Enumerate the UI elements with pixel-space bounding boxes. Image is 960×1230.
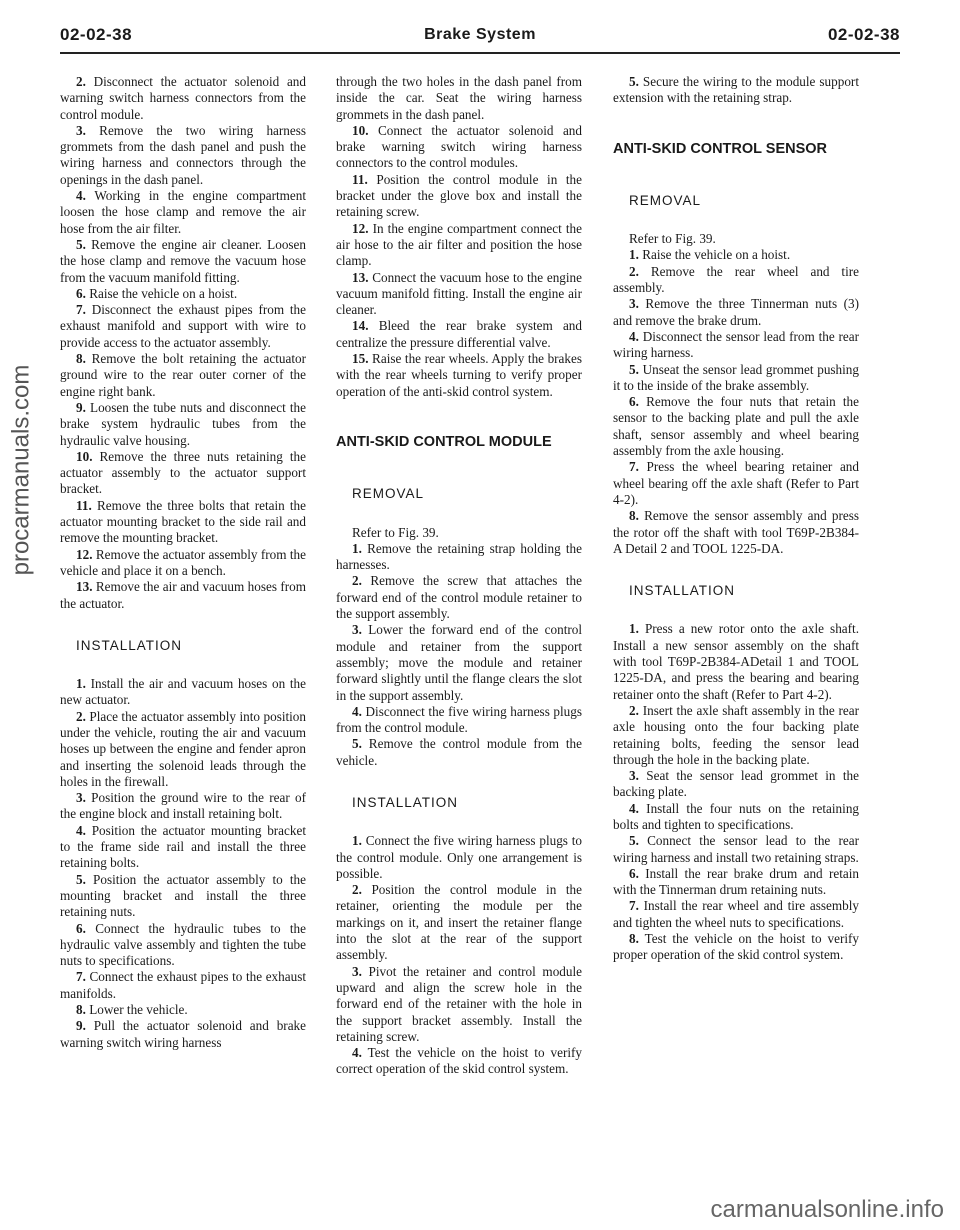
control-sensor-heading: ANTI-SKID CONTROL SENSOR bbox=[613, 140, 828, 157]
step: 7. Disconnect the exhaust pipes from the exhaust manifold and support with wire to provide access to the actuator assembly. bbox=[60, 302, 307, 350]
step: 13. Connect the vacuum hose to the engine vacuum manifold fitting. Install the engine air cleaner. bbox=[336, 269, 582, 318]
step: 1. Press a new rotor onto the axle shaft. Install a new sensor assembly on the shaft with tool T69P-2B384-ADetail 1 and TOOL 1225-DA, and press the bearing and bearing retainer onto the shaft (Refer to Part 4-2). bbox=[613, 621, 859, 702]
step: 10. Connect the actuator solenoid and brake warning switch wiring harness connectors to the control modules. bbox=[336, 122, 582, 171]
step: 6. Connect the hydraulic tubes to the hydraulic valve assembly and tighten the tube nuts to specifications. bbox=[60, 920, 306, 969]
step: 1. Connect the five wiring harness plugs to the control module. Only one arrangement is possible. bbox=[336, 833, 582, 881]
step: 8. Lower the vehicle. bbox=[76, 1002, 188, 1018]
page-number-right: 02-02-38 bbox=[827, 25, 900, 44]
side-watermark bbox=[6, 240, 36, 700]
step: 3. Lower the forward end of the control module and retainer from the support assembly; move the module and retainer forward slightly until the flange clears the slot in the support assembly. bbox=[336, 622, 583, 703]
step: 3. Remove the three Tinnerman nuts (3) and remove the brake drum. bbox=[613, 296, 859, 328]
step: 12. Remove the actuator assembly from the vehicle and place it on a bench. bbox=[60, 546, 306, 578]
installation-heading: INSTALLATION bbox=[352, 794, 459, 810]
step: 5. Remove the engine air cleaner. Loosen the hose clamp and remove the vacuum hose from the vacuum manifold fitting. bbox=[60, 236, 307, 285]
step: 8. Remove the bolt retaining the actuator ground wire to the rear outer corner of the engine right bank. bbox=[60, 351, 306, 399]
step: 7. Install the rear wheel and tire assembly and tighten the wheel nuts to specifications. bbox=[613, 898, 859, 930]
page-number-left: 02-02-38 bbox=[60, 25, 133, 44]
step: 11. Remove the three bolts that retain the actuator mounting bracket to the side rail and remove the mounting bracket. bbox=[60, 497, 307, 546]
step: 2. Insert the axle shaft assembly in the rear axle housing onto the four backing plate retaining bolts, feeding the sensor lead through the hole in the backing plate. bbox=[613, 702, 859, 767]
step: 9. Pull the actuator solenoid and brake warning switch wiring harness bbox=[60, 1018, 306, 1050]
installation-heading: INSTALLATION bbox=[76, 637, 183, 653]
installation-heading: INSTALLATION bbox=[629, 583, 736, 599]
step: 5. Connect the sensor lead to the rear wiring harness and install two retaining straps. bbox=[613, 833, 859, 865]
step: 1. Install the air and vacuum hoses on the new actuator. bbox=[60, 676, 306, 708]
step: 8. Test the vehicle on the hoist to verify proper operation of the skid control system. bbox=[613, 931, 859, 963]
step: 4. Disconnect the five wiring harness plugs from the control module. bbox=[336, 703, 583, 736]
step: 7. Connect the exhaust pipes to the exhaust manifolds. bbox=[60, 969, 306, 1001]
step: 4. Disconnect the sensor lead from the rear wiring harness. bbox=[613, 328, 859, 361]
figure-reference: Refer to Fig. 39. bbox=[629, 231, 716, 247]
bottom-watermark: carmanualsonline.info bbox=[710, 1196, 944, 1223]
step: 8. Remove the sensor assembly and press the rotor off the shaft with tool T69P-2B384-A Detail 2 and TOOL 1225-DA. bbox=[613, 508, 859, 556]
step: 5. Unseat the sensor lead grommet pushing it to the inside of the brake assembly. bbox=[613, 361, 859, 393]
step: 4. Test the vehicle on the hoist to verify correct operation of the skid control system. bbox=[336, 1045, 582, 1077]
page-header bbox=[60, 18, 900, 54]
step: 6. Install the rear brake drum and retain with the Tinnerman drum retaining nuts. bbox=[613, 865, 860, 898]
step: 4. Working in the engine compartment loosen the hose clamp and remove the air hose from the air filter. bbox=[60, 188, 306, 236]
step: 5. Remove the control module from the vehicle. bbox=[336, 736, 583, 768]
step: 2. Position the control module in the retainer, orienting the module per the markings on it, and insert the retainer flange into the slot at the rear of the support assembly. bbox=[336, 882, 582, 963]
step: 5. Position the actuator assembly to the mounting bracket and install the three retaining nuts. bbox=[60, 871, 306, 920]
step: 13. Remove the air and vacuum hoses from the actuator. bbox=[60, 579, 306, 611]
step: 7. Press the wheel bearing retainer and wheel bearing off the axle shaft (Refer to Part 4-2). bbox=[613, 459, 859, 507]
text-column-3 bbox=[613, 74, 859, 964]
step: 15. Raise the rear wheels. Apply the brakes with the rear wheels turning to verify proper operation of the anti-skid control system. bbox=[336, 351, 582, 399]
step: 11. Position the control module in the bracket under the glove box and install the retaining screw. bbox=[336, 171, 582, 220]
step-continuation: through the two holes in the dash panel from inside the car. Seat the wiring harness grommets in the dash panel. bbox=[336, 74, 582, 122]
step: 2. Remove the rear wheel and tire assembly. bbox=[613, 263, 860, 296]
figure-reference: Refer to Fig. 39. bbox=[352, 524, 439, 540]
removal-heading: REMOVAL bbox=[629, 192, 702, 208]
removal-heading: REMOVAL bbox=[352, 486, 425, 502]
step: 3. Remove the two wiring harness grommets from the dash panel and push the wiring harness and connectors through the openings in the dash panel. bbox=[60, 122, 307, 187]
step: 1. Raise the vehicle on a hoist. bbox=[629, 247, 791, 263]
control-module-heading: ANTI-SKID CONTROL MODULE bbox=[336, 433, 552, 450]
side-watermark-text: procarmanuals.com bbox=[7, 364, 34, 576]
step: 9. Loosen the tube nuts and disconnect the brake system hydraulic tubes from the hydraulic valve housing. bbox=[60, 399, 307, 448]
step: 3. Pivot the retainer and control module upward and align the screw hole in the forward end of the retainer with the hole in the support bracket assembly. Install the retaining screw. bbox=[336, 963, 582, 1044]
step: 5. Secure the wiring to the module support extension with the retaining strap. bbox=[613, 74, 859, 106]
step: 6. Remove the four nuts that retain the sensor to the backing plate and pull the axle shaft, sensor assembly and wheel bearing assembly from the axle housing. bbox=[613, 394, 859, 459]
step: 1. Remove the retaining strap holding the harnesses. bbox=[336, 540, 582, 573]
step: 2. Remove the screw that attaches the forward end of the control module retainer to the support assembly. bbox=[336, 573, 583, 622]
step: 4. Position the actuator mounting bracket to the frame side rail and install the three retaining bolts. bbox=[60, 822, 306, 871]
step: 4. Install the four nuts on the retaining bolts and tighten to specifications. bbox=[613, 800, 860, 832]
section-title: Brake System bbox=[424, 26, 536, 43]
step: 10. Remove the three nuts retaining the actuator assembly to the actuator support bracket. bbox=[60, 448, 306, 497]
step: 6. Raise the vehicle on a hoist. bbox=[76, 285, 238, 301]
step: 3. Position the ground wire to the rear of the engine block and install retaining bolt. bbox=[60, 790, 306, 822]
step: 12. In the engine compartment connect the air hose to the air filter and position the hose clamp. bbox=[336, 220, 582, 269]
text-column-2 bbox=[336, 74, 582, 1078]
step: 2. Disconnect the actuator solenoid and warning switch harness connectors from the control module. bbox=[60, 74, 306, 122]
text-column-1 bbox=[60, 74, 306, 1051]
step: 14. Bleed the rear brake system and centralize the pressure differential valve. bbox=[336, 318, 582, 350]
step: 2. Place the actuator assembly into position under the vehicle, routing the air and vacuum hoses up between the engine and fender apron and inserting the solenoid leads through the holes in the firewall. bbox=[60, 708, 306, 789]
step: 3. Seat the sensor lead grommet in the backing plate. bbox=[613, 768, 860, 800]
